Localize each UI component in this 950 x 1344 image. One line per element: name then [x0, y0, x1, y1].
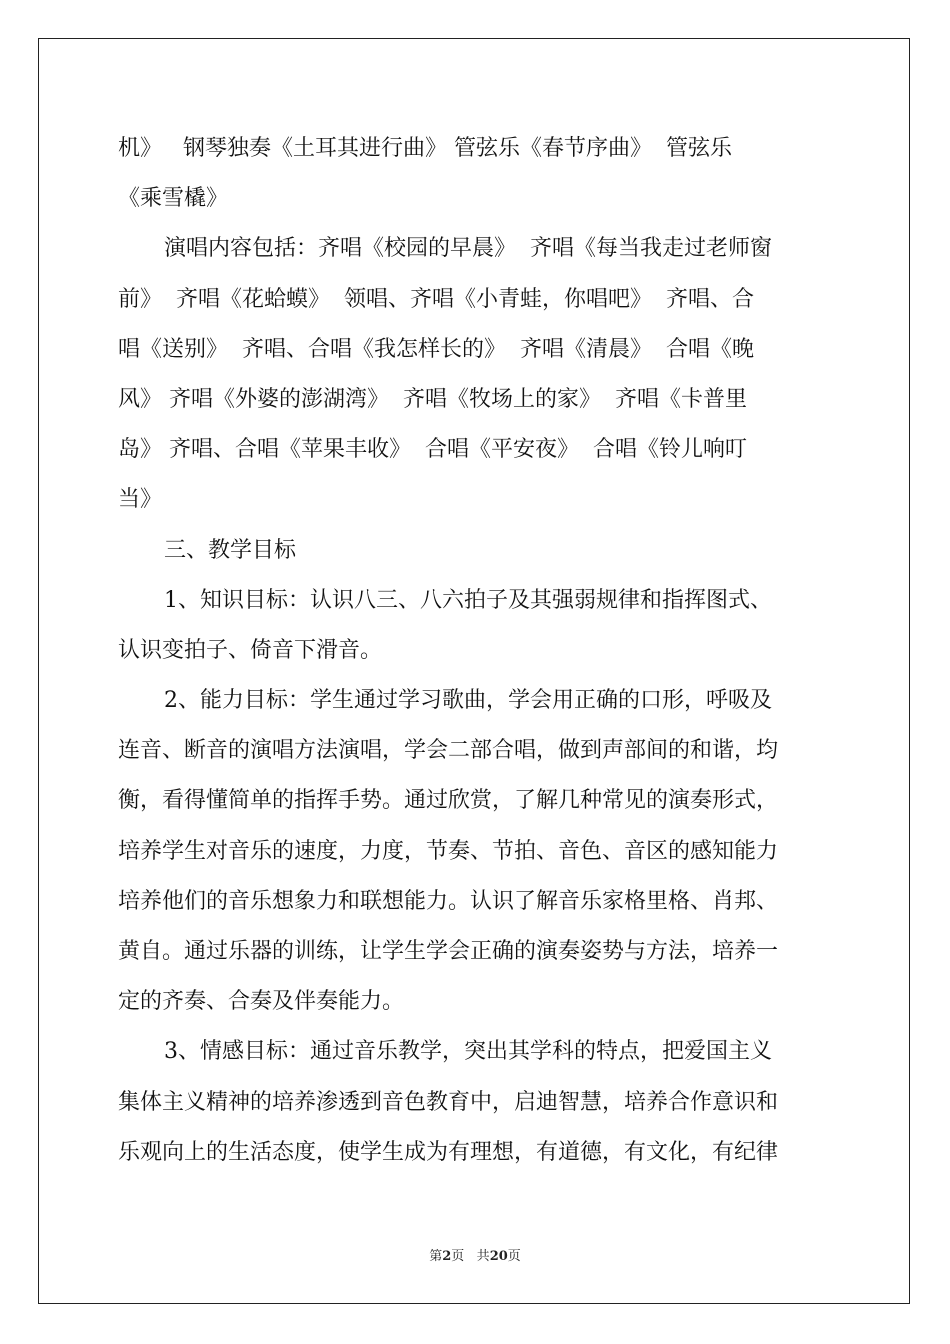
text-line: 衡，看得懂简单的指挥手势。通过欣赏，了解几种常见的演奏形式，: [118, 788, 779, 814]
text-line: 定的齐奏、合奏及伴奏能力。: [118, 989, 405, 1015]
text-line: 岛》 齐唱、合唱《苹果丰收》 合唱《平安夜》 合唱《铃儿响叮: [118, 437, 747, 463]
text-line: 3、情感目标：通过音乐教学，突出其学科的特点，把爱国主义: [164, 1039, 772, 1065]
text-line: 《乘雪橇》: [118, 186, 229, 212]
text-line: 当》: [118, 487, 163, 513]
text-line: 黄自。通过乐器的训练，让学生学会正确的演奏姿势与方法，培养一: [118, 939, 779, 964]
text-line: 三、教学目标: [164, 537, 297, 563]
text-line: 唱《送别》 齐唱、合唱《我怎样长的》 齐唱《清晨》 合唱《晚: [118, 336, 754, 362]
text-line: 1、知识目标：认识八三、八六拍子及其强弱规律和指挥图式、: [164, 587, 772, 613]
text-line: 认识变拍子、倚音下滑音。: [118, 637, 383, 663]
text-line: 2、能力目标：学生通过学习歌曲，学会用正确的口形，呼吸及: [164, 688, 772, 714]
text-line: 培养他们的音乐想象力和联想能力。认识了解音乐家格里格、肖邦、: [118, 888, 779, 914]
document-body: [118, 124, 834, 1178]
text-line: 培养学生对音乐的速度，力度，节奏、节拍、音色、音区的感知能力: [118, 838, 779, 864]
text-line: 前》 齐唱《花蛤蟆》 领唱、齐唱《小青蛙，你唱吧》 齐唱、合: [118, 286, 754, 312]
page-suffix: 页: [451, 1249, 465, 1264]
text-line: 演唱内容包括：齐唱《校园的早晨》 齐唱《每当我走过老师窗: [164, 236, 772, 262]
total-prefix: 共: [476, 1249, 490, 1264]
total-pages: 20: [489, 1249, 508, 1264]
page-prefix: 第: [429, 1249, 443, 1264]
text-line: 乐观向上的生活态度，使学生成为有理想，有道德，有文化，有纪律: [118, 1139, 779, 1165]
text-line: 机》 钢琴独奏《土耳其进行曲》 管弦乐《春节序曲》 管弦乐: [118, 136, 732, 161]
text-line: 风》 齐唱《外婆的澎湖湾》 齐唱《牧场上的家》 齐唱《卡普里: [118, 386, 747, 412]
page-footer: [0, 1245, 950, 1264]
total-suffix: 页: [507, 1249, 521, 1264]
page-number: 2: [442, 1249, 452, 1264]
text-line: 连音、断音的演唱方法演唱，学会二部合唱，做到声部间的和谐，均: [118, 738, 779, 764]
text-line: 集体主义精神的培养渗透到音色教育中，启迪智慧，培养合作意识和: [118, 1089, 779, 1115]
